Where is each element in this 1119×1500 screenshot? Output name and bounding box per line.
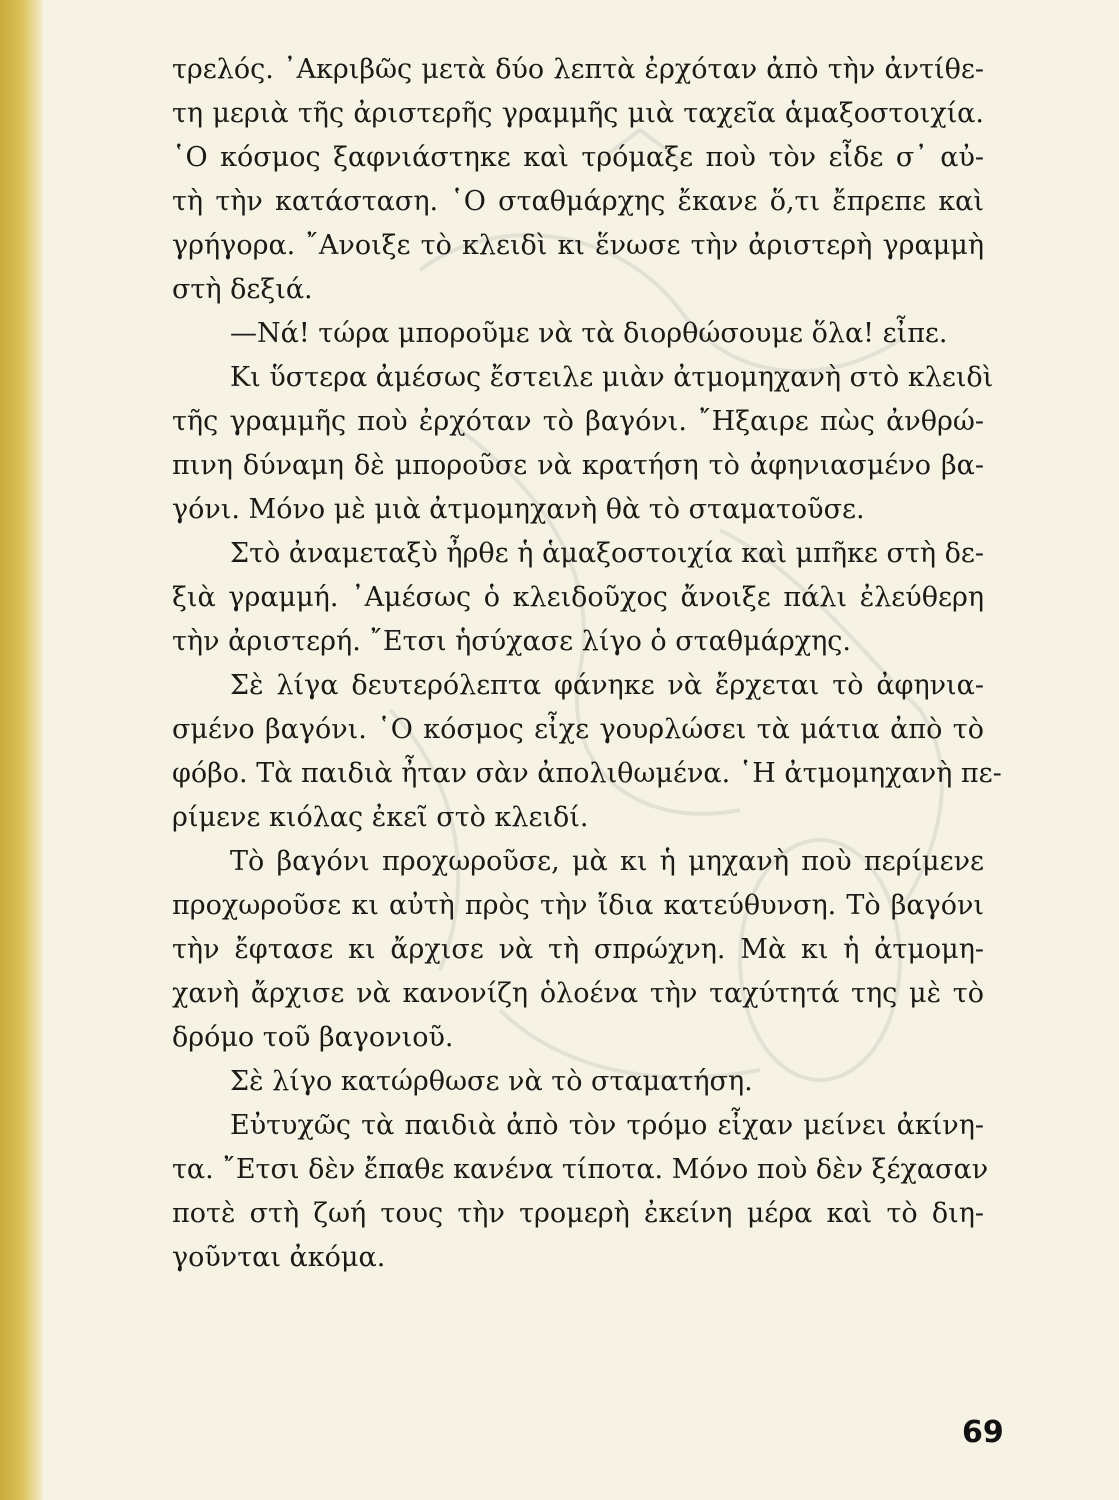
text-line: τὴν ἔφτασε κι ἄρχισε νὰ τὴ σπρώχνη. Μὰ κι ἡ ἀτμομη- [172, 934, 984, 965]
text-line: στὴ δεξιά. [172, 274, 313, 305]
text-line: τη μεριὰ τῆς ἀριστερῆς γραμμῆς μιὰ ταχεῖα ἁμαξοστοιχία. [172, 98, 984, 129]
text-line: γόνι. Μόνο μὲ μιὰ ἀτμομηχανὴ θὰ τὸ σταματοῦσε. [172, 494, 865, 525]
text-line: τὴ τὴν κατάσταση. ῾Ο σταθμάρχης ἔκανε ὅ,τι ἔπρεπε καὶ [172, 186, 984, 217]
text-line: ποτὲ στὴ ζωή τους τὴν τρομερὴ ἐκείνη μέρα καὶ τὸ διη- [172, 1198, 984, 1229]
text-line: σμένο βαγόνι. ῾Ο κόσμος εἶχε γουρλώσει τὰ μάτια ἀπὸ τὸ [172, 714, 984, 745]
text-line: προχωροῦσε κι αὐτὴ πρὸς τὴν ἴδια κατεύθυνση. Τὸ βαγόνι [172, 890, 984, 921]
text-line: Κι ὕστερα ἀμέσως ἔστειλε μιὰν ἀτμομηχανὴ στὸ κλειδὶ [230, 362, 994, 393]
text-line: γοῦνται ἀκόμα. [172, 1242, 386, 1273]
text-line: ρίμενε κιόλας ἐκεῖ στὸ κλειδί. [172, 802, 589, 833]
text-line: φόβο. Τὰ παιδιὰ ἦταν σὰν ἀπολιθωμένα. ῾Η ἀτμομηχανὴ πε- [172, 758, 1002, 789]
text-line: Στὸ ἀναμεταξὺ ἦρθε ἡ ἁμαξοστοιχία καὶ μπῆκε στὴ δε- [230, 538, 984, 569]
text-line: —Νά! τώρα μποροῦμε νὰ τὰ διορθώσουμε ὅλα! εἶπε. [230, 318, 948, 349]
text-line: τὴν ἀριστερή. ῎Ετσι ἡσύχασε λίγο ὁ σταθμάρχης. [172, 626, 851, 657]
text-line: δρόμο τοῦ βαγονιοῦ. [172, 1022, 454, 1053]
text-line: χανὴ ἄρχισε νὰ κανονίζη ὁλοένα τὴν ταχύτητά της μὲ τὸ [172, 978, 984, 1009]
page-binding-edge [0, 0, 44, 1500]
text-line: τρελός. ᾿Ακριβῶς μετὰ δύο λεπτὰ ἐρχόταν ἀπὸ τὴν ἀντίθε- [172, 54, 984, 85]
text-line: Σὲ λίγα δευτερόλεπτα φάνηκε νὰ ἔρχεται τὸ ἀφηνια- [230, 670, 984, 701]
text-line: γρήγορα. ῎Ανοιξε τὸ κλειδὶ κι ἕνωσε τὴν ἀριστερὴ γραμμὴ [172, 230, 984, 261]
page-number: 69 [962, 1415, 1004, 1450]
text-line: Τὸ βαγόνι προχωροῦσε, μὰ κι ἡ μηχανὴ ποὺ περίμενε [230, 846, 984, 877]
text-line: Σὲ λίγο κατώρθωσε νὰ τὸ σταματήση. [230, 1066, 753, 1097]
text-line: τῆς γραμμῆς ποὺ ἐρχόταν τὸ βαγόνι. ῎Ηξαιρε πὼς ἀνθρώ- [172, 406, 984, 437]
text-line: Εὐτυχῶς τὰ παιδιὰ ἀπὸ τὸν τρόμο εἶχαν μείνει ἀκίνη- [230, 1110, 984, 1141]
text-line: ξιὰ γραμμή. ᾿Αμέσως ὁ κλειδοῦχος ἄνοιξε πάλι ἐλεύθερη [172, 582, 984, 613]
body-text [172, 48, 1002, 1280]
text-line: τα. ῎Ετσι δὲν ἔπαθε κανένα τίποτα. Μόνο ποὺ δὲν ξέχασαν [172, 1154, 989, 1185]
text-line: πινη δύναμη δὲ μποροῦσε νὰ κρατήση τὸ ἀφηνιασμένο βα- [172, 450, 984, 481]
text-line: ῾Ο κόσμος ξαφνιάστηκε καὶ τρόμαξε ποὺ τὸν εἶδε σ᾿ αὐ- [172, 142, 984, 173]
